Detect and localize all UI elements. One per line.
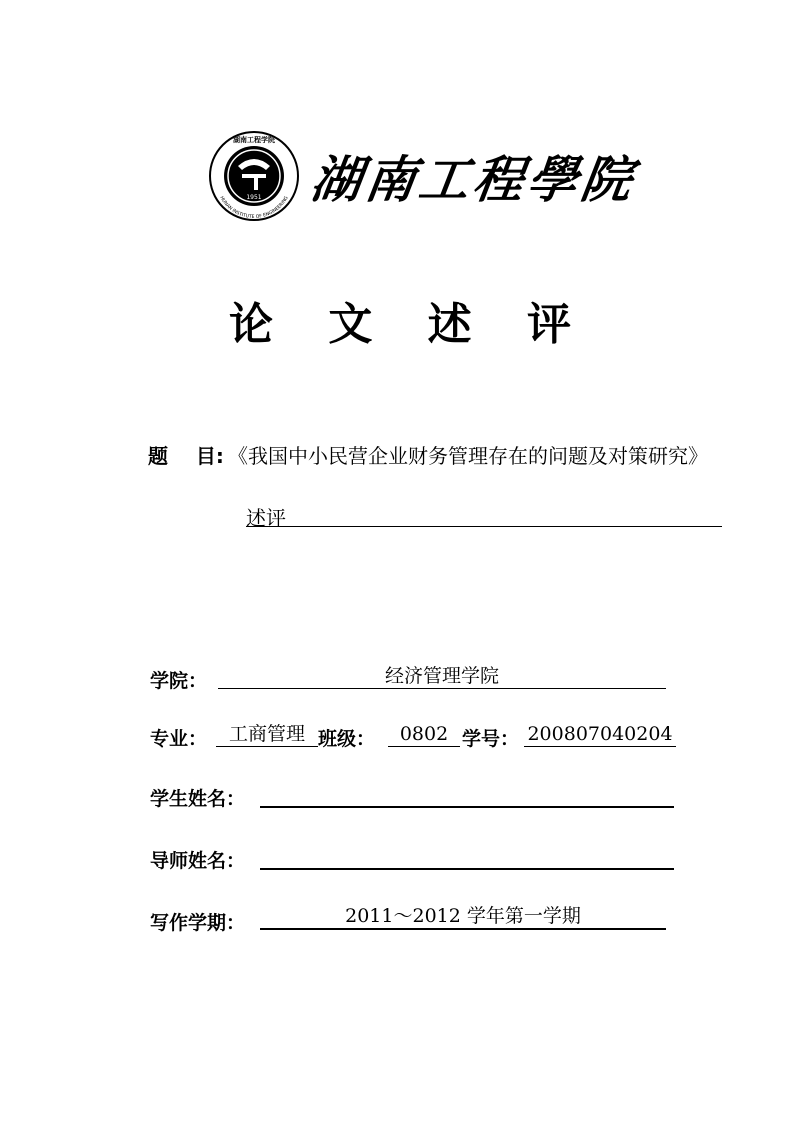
emblem-year: 1951: [246, 194, 262, 201]
college-label: 学院：: [150, 670, 208, 692]
topic-line2-text: 述评: [246, 506, 286, 530]
emblem-bottom-text: HUNAN INSTITUTE OF ENGINEERING: [218, 195, 290, 221]
topic-label: 题 目:: [148, 444, 224, 468]
school-emblem-icon: [208, 130, 300, 222]
emblem-top-text: 湖南工程学院: [233, 136, 275, 144]
college-field: 经济管理学院: [218, 664, 666, 689]
term-field: 2011～2012 学年第一学期: [260, 904, 666, 930]
topic-text: 《我国中小民营企业财务管理存在的问题及对策研究》: [228, 444, 708, 468]
student-name-label: 学生姓名：: [150, 788, 246, 810]
student-id-field: 200807040204: [524, 722, 676, 747]
term-label: 写作学期：: [150, 912, 246, 934]
student-id-label: 学号：: [462, 728, 520, 750]
student-name-field: [260, 782, 674, 808]
major-label: 专业：: [150, 728, 208, 750]
advisor-name-label: 导师姓名：: [150, 850, 246, 872]
major-field: 工商管理: [216, 722, 318, 747]
topic-continuation-line: [246, 502, 722, 530]
document-title: 论 文 述 评: [229, 299, 591, 350]
advisor-name-field: [260, 844, 674, 870]
class-label: 班级：: [318, 728, 376, 750]
class-field: 0802: [388, 722, 460, 747]
school-name: 湖南工程學院: [307, 150, 640, 209]
